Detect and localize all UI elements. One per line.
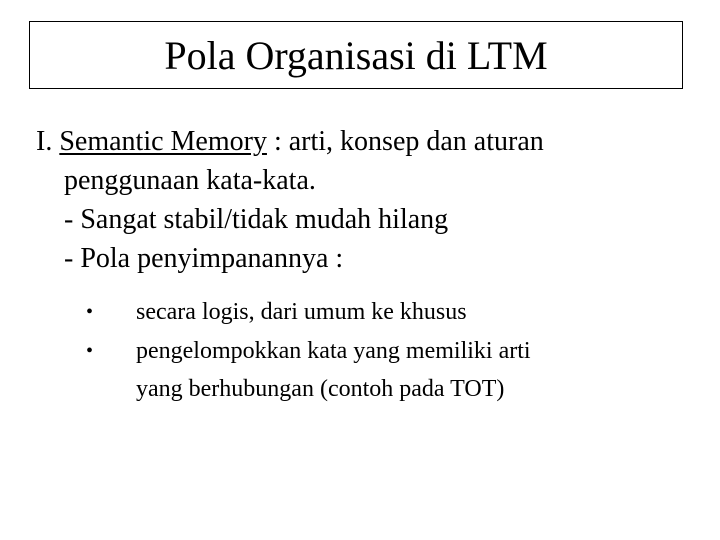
slide-body [36,122,696,278]
point-storage-pattern: - Pola penyimpanannya : [64,243,344,274]
section-term: Semantic Memory [59,126,267,157]
list-item [86,293,531,332]
bullet-text: secara logis, dari umum ke khusus [136,299,467,325]
bullet-text-continued: yang berhubungan (contoh pada TOT) [136,376,505,402]
slide-title: Pola Organisasi di LTM [164,33,548,78]
section-definition-continued: penggunaan kata-kata. [64,165,316,196]
section-definition: : arti, konsep dan aturan [266,126,544,157]
bullet-icon: • [86,340,94,362]
bullet-icon: • [86,301,94,323]
section-number: I. [36,126,53,157]
bullet-text: pengelompokkan kata yang memiliki arti [136,338,531,364]
section-heading-line [36,122,696,161]
point-stability: - Sangat stabil/tidak mudah hilang [64,204,449,235]
list-item [86,332,531,371]
bullet-list [86,293,531,408]
title-box [29,21,683,89]
